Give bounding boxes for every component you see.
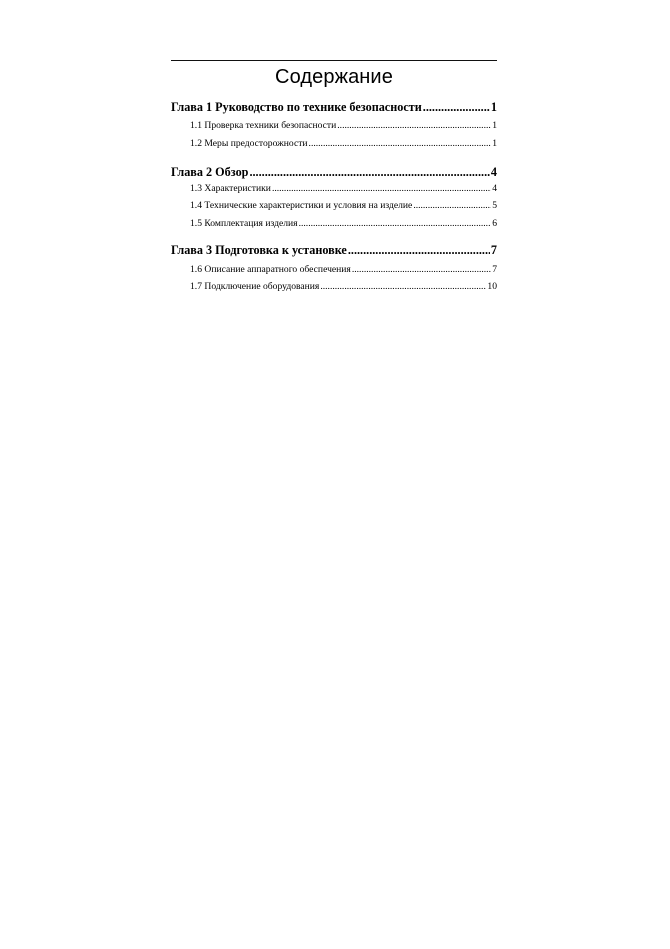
toc-section-1-3[interactable]: [190, 183, 497, 194]
toc-section-1-7[interactable]: [190, 281, 497, 292]
toc-entry-label: 1.2 Меры предосторожности: [190, 138, 308, 149]
toc-entry-label: Глава 2 Обзор: [171, 165, 249, 179]
toc-entry-label: 1.7 Подключение оборудования: [190, 281, 320, 292]
toc-page-number: 4: [492, 183, 497, 194]
dot-leader: [320, 281, 486, 292]
toc-page-number: 1: [490, 100, 497, 114]
dot-leader: [249, 165, 489, 180]
dot-leader: [348, 243, 490, 258]
toc-page-number: 4: [490, 165, 497, 179]
toc-section-1-6[interactable]: [190, 264, 497, 275]
toc-page-number: 10: [487, 281, 497, 292]
dot-leader: [272, 183, 491, 194]
toc-chapter-2[interactable]: [171, 165, 497, 180]
toc-chapter-3[interactable]: [171, 243, 497, 258]
toc-page-number: 1: [492, 138, 497, 149]
dot-leader: [299, 218, 492, 229]
toc-page-number: 7: [490, 243, 497, 257]
dot-leader: [413, 200, 491, 211]
toc-section-1-4[interactable]: [190, 200, 497, 211]
toc-section-1-5[interactable]: [190, 218, 497, 229]
toc-page-number: 5: [492, 200, 497, 211]
dot-leader: [309, 138, 492, 149]
toc-entry-label: 1.3 Характеристики: [190, 183, 271, 194]
toc-section-1-2[interactable]: [190, 138, 497, 149]
toc-page-number: 1: [492, 120, 497, 131]
toc-entry-label: 1.6 Описание аппаратного обеспечения: [190, 264, 351, 275]
toc-chapter-1[interactable]: [171, 100, 497, 115]
dot-leader: [423, 100, 490, 115]
toc-entry-label: Глава 3 Подготовка к установке: [171, 243, 347, 257]
toc-entry-label: 1.4 Технические характеристики и условия на изделие: [190, 200, 413, 211]
dot-leader: [352, 264, 491, 275]
toc-entry-label: 1.1 Проверка техники безопасности: [190, 120, 337, 131]
toc-entry-label: Глава 1 Руководство по технике безопасности: [171, 100, 422, 114]
dot-leader: [337, 120, 491, 131]
toc-entry-label: 1.5 Комплектация изделия: [190, 218, 298, 229]
page-title: Содержание: [275, 66, 393, 88]
toc-page-number: 7: [492, 264, 497, 275]
header-rule: [171, 60, 497, 61]
toc-page-number: 6: [492, 218, 497, 229]
toc-section-1-1[interactable]: [190, 120, 497, 131]
